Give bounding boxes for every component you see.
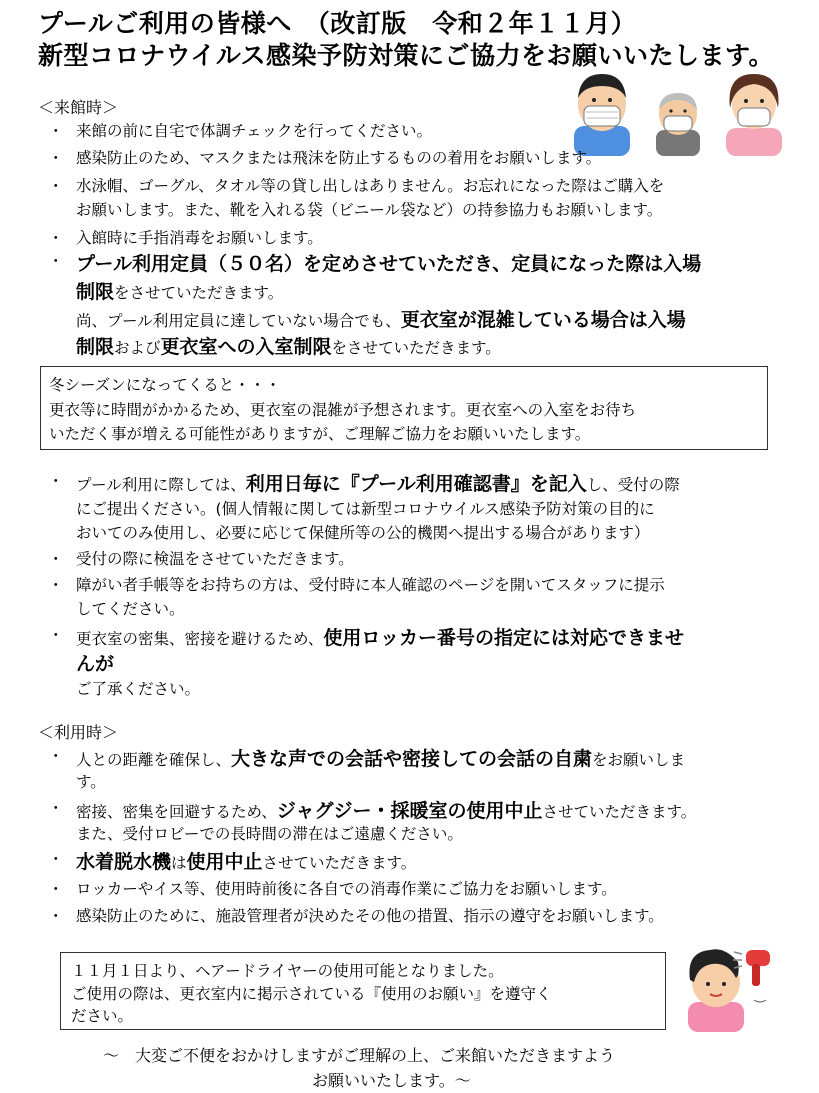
- page-title: プールご利用の皆様へ （改訂版 令和２年１１月）: [38, 9, 637, 38]
- masked-man-icon: [574, 74, 630, 156]
- emphasis-text: 使用ロッカー番号の指定には対応できませ: [323, 627, 685, 649]
- emphasis-text: 使用中止: [186, 851, 263, 873]
- list-item-locker: ・ 更衣室の密集、密接を避けるため、使用ロッカー番号の指定には対応できませ んが ご了承ください。: [48, 626, 685, 698]
- dryer-notice-box: １１月１日より、ヘアードライヤーの使用可能となりました。 ご使用の際は、更衣室内に掲示されている『使用のお願い』を遵守く ださい。: [60, 952, 666, 1030]
- list-item: ・ 障がい者手帳等をお持ちの方は、受付時に本人確認のページを開いてスタッフに提示 してください。: [48, 576, 665, 618]
- masked-woman-icon: [726, 74, 782, 156]
- emphasis-text: 大きな声での会話や密接しての会話の自粛: [231, 748, 593, 770]
- emphasis-text: 制限: [76, 336, 115, 358]
- masked-family-illustration: [570, 68, 790, 158]
- emphasis-text: んが: [76, 653, 115, 675]
- list-item-confirmation-form: ・ プール利用に際しては、利用日毎に『プール利用確認書』を記入し、受付の際 にご提出ください。(個人情報に関しては新型コロナウイルス感染予防対策の目的に おいてのみ使用し、必要に応じて保健所等の公的機関へ提出する場合があります）: [48, 472, 680, 542]
- list-item-distance: ・ 人との距離を確保し、大きな声での会話や密接しての会話の自粛をお願いしま す。: [48, 747, 686, 791]
- list-item-jacuzzi: ・ 密接、密集を回避するため、ジャグジー・採暖室の使用中止させていただきます。 また、受付ロビーでの長時間の滞在はご遠慮ください。: [48, 799, 697, 843]
- winter-notice-box: 冬シーズンになってくると・・・ 更衣等に時間がかかるため、更衣室の混雑が予想されます。更衣室への入室をお待ち いただく事が増える可能性がありますが、ご理解ご協力をお願いいたします。: [40, 366, 768, 450]
- emphasis-text: 更衣室への入室制限: [160, 336, 332, 358]
- masked-elder-icon: [656, 93, 700, 156]
- emphasis-text: プール利用定員（５０名）を定めさせていただき、定員になった際は入場: [76, 253, 702, 275]
- emphasis-text: 更衣室が混雑している場合は入場: [400, 309, 686, 331]
- list-item-capacity: ・ プール利用定員（５０名）を定めさせていただき、定員になった際は入場 制限をさせていただきます。 尚、プール利用定員に達していない場合でも、更衣室が混雑している場合は入場 制限および更衣室への入室制限をさせていただきます。: [48, 252, 702, 358]
- arrival-heading: ＜来館時＞: [38, 98, 119, 117]
- closing-line-1: ～ 大変ご不便をおかけしますがご理解の上、ご来館いただきますよう: [103, 1046, 616, 1065]
- list-item: ・ 水泳帽、ゴーグル、タオル等の貸し出しはありません。お忘れになった際はご購入を お願いします。また、靴を入れる袋（ビニール袋など）の持参協力もお願いします。: [48, 177, 665, 219]
- closing-line-2: お願いいたします。～: [312, 1071, 471, 1090]
- emphasis-text: ジャグジー・採暖室の使用中止: [276, 800, 543, 822]
- during-use-heading: ＜利用時＞: [38, 723, 119, 742]
- page-subtitle: 新型コロナウイルス感染予防対策にご協力をお願いいたします。: [38, 41, 775, 70]
- emphasis-text: 水着脱水機: [76, 851, 172, 873]
- emphasis-text: 制限: [76, 281, 115, 303]
- hair-dryer-illustration: [680, 940, 785, 1032]
- emphasis-text: 利用日毎に『プール利用確認書』を記入: [245, 473, 587, 495]
